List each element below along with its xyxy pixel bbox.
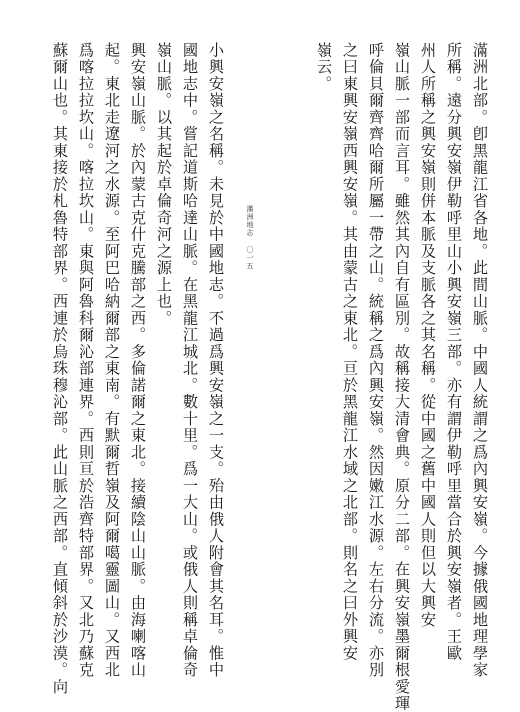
text-column: 州人所稱之興安嶺則併本脈及支脈各之其名稱。從中國之舊中國人則但以大興安 bbox=[419, 42, 437, 629]
text-column: 起。東北走遼河之水源。至阿巴哈納爾部之東南。有默爾哲嶺及阿爾噶靈圖山。又西北 bbox=[103, 42, 121, 679]
text-column: 嶺云。 bbox=[315, 42, 333, 93]
text-column: 小興安嶺之名稱。未見於中國地志。不過爲興安嶺之一支。殆由俄人附會其名耳。惟中 bbox=[207, 42, 225, 679]
text-column: 蘇爾山也。其東接於札魯特部界。西連於烏珠穆沁部。此山脈之西部。直傾斜於沙漠。向 bbox=[51, 42, 69, 696]
text-column: 嶺山脈一部而言耳。雖然其內自有區別。故稱接大清會典。原分二部。在興安嶺墨爾根愛琿 bbox=[393, 42, 411, 712]
text-column: 興安嶺山脈。於內蒙古克什克騰部之西。多倫諾爾之東北。接續陰山山脈。由海喇喀山 bbox=[129, 42, 147, 679]
text-column: 滿洲北部。卽黑龍江省各地。此間山脈。中國人統謂之爲內興安嶺。今據俄國地理學家 bbox=[471, 42, 489, 679]
running-head: 滿洲地志 〇一五 bbox=[246, 205, 254, 270]
text-column: 爲喀拉拉坎山。喀拉坎山。東與阿魯科爾沁部連界。西則亘於浩齊特部界。又北乃蘇克 bbox=[77, 42, 95, 679]
text-column: 嶺山脈。以其起於卓倫奇河之源上也。 bbox=[155, 42, 173, 327]
text-column: 所稱。遠分興安嶺伊勒呼里山小興安嶺三部。亦有謂伊勒呼里當合於興安嶺者。王歐 bbox=[445, 42, 463, 662]
text-column: 之曰東興安嶺西興安嶺。其由蒙古之東北。亘於黑龍江水域之北部。則名之曰外興安 bbox=[341, 42, 359, 662]
text-column: 國地志中。嘗記道斯哈達山脈。在黑龍江城北。數十里。爲一大山。或俄人則稱卓倫奇 bbox=[181, 42, 199, 679]
text-column: 呼倫貝爾齊齊哈爾所屬一帶之山。統稱之爲內興安嶺。然因嫩江水源。左右分流。亦別 bbox=[367, 42, 385, 679]
